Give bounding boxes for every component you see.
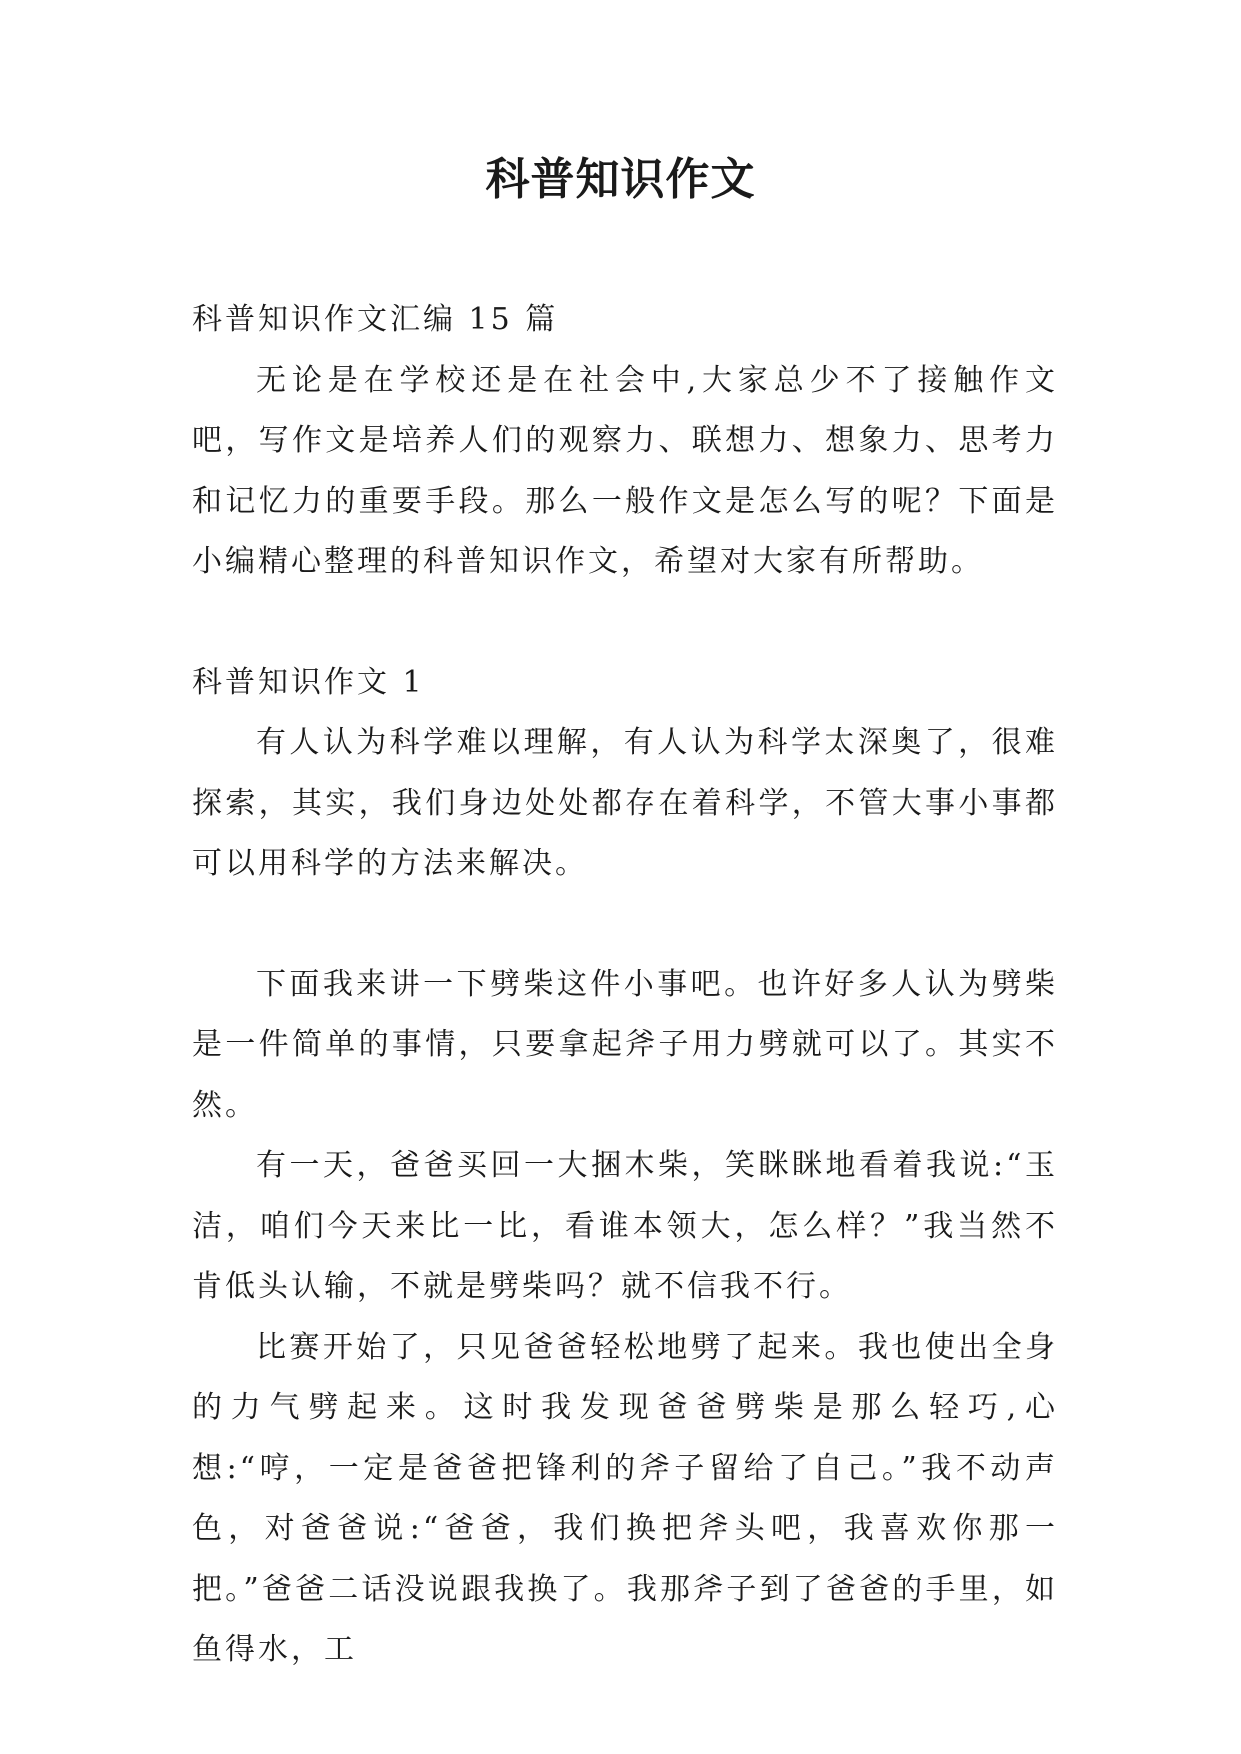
document-body (192, 290, 1058, 1681)
intro-paragraph: 无论是在学校还是在社会中,大家总少不了接触作文吧，写作文是培养人们的观察力、联想力、想象力、思考力和记忆力的重要手段。那么一般作文是怎么写的呢？下面是小编精心整理的科普知识作文，希望对大家有所帮助。 (192, 362, 1058, 579)
spacer (192, 895, 1058, 955)
body-paragraph-1: 有人认为科学难以理解，有人认为科学太深奥了，很难探索，其实，我们身边处处都存在着科学，不管大事小事都可以用科学的方法来解决。 (192, 725, 1058, 881)
collection-subtitle: 科普知识作文汇编 15 篇 (192, 302, 559, 337)
spacer (192, 593, 1058, 653)
section-heading: 科普知识作文 1 (192, 664, 425, 700)
body-paragraph-4: 比赛开始了，只见爸爸轻松地劈了起来。我也使出全身的力气劈起来。这时我发现爸爸劈柴是那么轻巧,心想:“哼，一定是爸爸把锋利的斧子留给了自己。”我不动声色，对爸爸说:“爸爸，我们换把斧头吧，我喜欢你那一把。”爸爸二话没说跟我换了。我那斧子到了爸爸的手里，如鱼得水，工 (192, 1329, 1058, 1667)
document-title: 科普知识作文 (485, 154, 756, 205)
body-paragraph-3: 有一天，爸爸买回一大捆木柴，笑眯眯地看着我说:“玉洁，咱们今天来比一比，看谁本领大，怎么样？”我当然不肯低头认输，不就是劈柴吗？就不信我不行。 (192, 1148, 1058, 1304)
body-paragraph-2: 下面我来讲一下劈柴这件小事吧。也许好多人认为劈柴是一件简单的事情，只要拿起斧子用力劈就可以了。其实不然。 (192, 966, 1058, 1123)
